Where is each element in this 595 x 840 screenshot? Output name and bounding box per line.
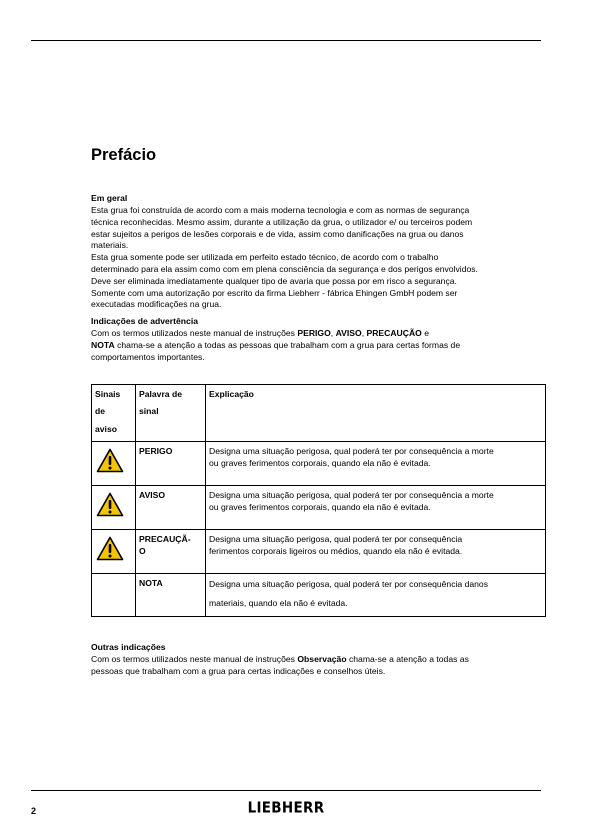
table-row [92,442,546,486]
sign-cell [92,442,136,486]
explanation-line: ferimentos corporais ligeiros ou médios, quando ela não é evitada. [209,546,463,557]
warnings-intro [91,328,546,363]
warning-triangle-icon [96,448,124,473]
header-explanation [206,384,546,442]
term-perigo: PERIGO [297,328,331,339]
header-text: de [95,406,106,417]
warning-triangle-icon [96,536,124,561]
intro-sep: , [361,328,367,339]
section-general [91,192,546,311]
general-line: Esta grua foi construída de acordo com a mais moderna tecnologia e com as normas de segurança [91,205,470,215]
header-signal-word [136,384,206,442]
general-line: Deve ser eliminada imediatamente qualquer tipo de avaria que possa por em risco a segurança. [91,275,457,286]
general-line: técnica reconhecidas. Mesmo assim, durante a utilização da grua, o utilizador e/ ou terceiros podem [91,216,473,227]
term-precaucao: PRECAUÇÃO [366,328,422,339]
table-row [92,530,546,574]
table-row [92,574,546,617]
explanation-line: ou graves ferimentos corporais, quando ela não é evitada. [209,458,431,469]
warnings-intro-line [91,340,546,352]
explanation [206,486,546,530]
header-text: Palavra de [139,388,182,399]
general-line: estar sujeitos a perigos de lesões corporais e de vida, assim como danificações na grua ou danos [91,228,464,239]
header-text: sinal [139,406,159,417]
table-header-row [92,384,546,442]
explanation-line: Designa uma situação perigosa, qual poderá ter por consequência a morte [209,446,494,457]
other-text: Com os termos utilizados neste manual de instruções [91,654,298,665]
section-heading-warnings: Indicações de advertência [91,316,198,327]
other-paragraph [91,654,546,678]
term-aviso: AVISO [335,328,362,339]
header-text: Explicação [209,388,254,399]
page-title: Prefácio [91,146,157,164]
intro-text: chama-se a atenção a todas as pessoas que trabalham com a grua para certas formas de [114,339,461,350]
other-line [91,654,546,666]
explanation-line: Designa uma situação perigosa, qual poderá ter por consequência danos [209,579,489,590]
section-warnings [91,315,546,363]
header-text: Sinais [95,388,121,399]
explanation [206,442,546,486]
section-heading-general: Em geral [91,193,128,203]
signal-word-line: O [139,546,146,557]
general-line: executadas modificações na grua. [91,299,222,310]
general-line: determinado para ela assim como com em plena consciência da segurança e dos perigos envolvidos. [91,263,478,274]
sign-cell [92,486,136,530]
sign-cell-empty [92,574,136,617]
explanation-line: Designa uma situação perigosa, qual poderá ter por consequência [209,534,463,545]
header-signs [92,384,136,442]
header-rule [31,40,541,41]
page-content [91,145,546,678]
general-line: Somente com uma autorização por escrito da firma Liebherr - fábrica Ehingen GmbH podem ser [91,287,458,298]
signal-word [136,530,206,574]
signal-word-line: PRECAUÇÃ- [139,534,191,545]
other-line: pessoas que trabalham com a grua para certas indicações e conselhos úteis. [91,665,386,676]
warning-triangle-icon [96,492,124,517]
general-line: Esta grua somente pode ser utilizada em perfeito estado técnico, de acordo com o trabalho [91,252,439,263]
intro-text: Com os termos utilizados neste manual de instruções [91,328,298,339]
section-heading-other: Outras indicações [91,642,166,653]
explanation [206,530,546,574]
warning-table [91,384,546,618]
other-text: chama-se a atenção a todas as [346,654,469,665]
general-paragraph [91,205,546,311]
sign-cell [92,530,136,574]
signal-word: AVISO [136,486,206,530]
intro-sep: , [330,328,336,339]
section-other [91,641,546,678]
header-text: aviso [95,423,117,434]
warnings-intro-line: comportamentos importantes. [91,351,205,362]
footer-rule [31,790,541,791]
table-row [92,486,546,530]
explanation-line: materiais, quando ela não é evitada. [209,598,348,609]
term-observacao: Observação [297,654,347,665]
explanation-line: Designa uma situação perigosa, qual poderá ter por consequência a morte [209,490,494,501]
intro-sep: e [421,328,430,339]
brand-logo: LIEBHERR [247,799,325,817]
signal-word: NOTA [136,574,206,617]
term-nota: NOTA [91,339,115,350]
explanation [206,574,546,617]
explanation-line: ou graves ferimentos corporais, quando ela não é evitada. [209,502,431,513]
general-line: materiais. [91,240,129,251]
page-number: 2 [31,806,37,816]
signal-word: PERIGO [136,442,206,486]
warnings-intro-line [91,328,546,340]
